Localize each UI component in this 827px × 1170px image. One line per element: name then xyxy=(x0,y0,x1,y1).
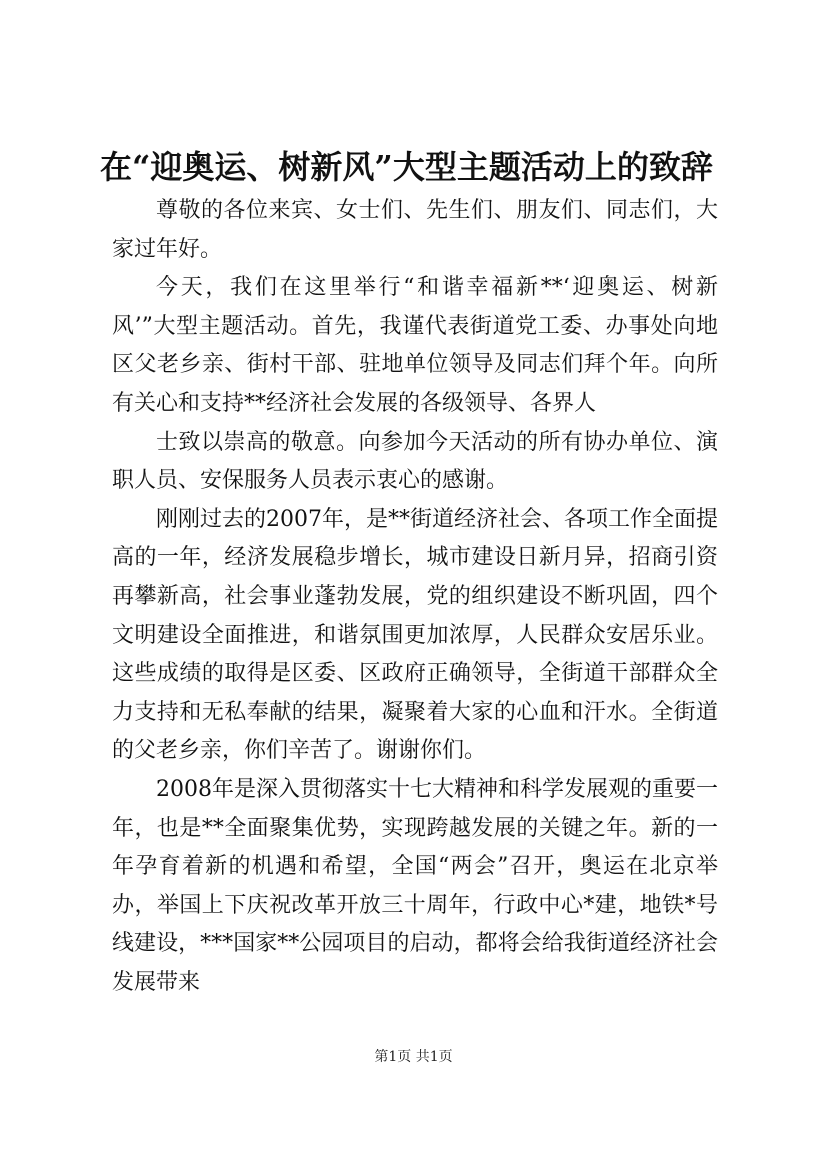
paragraph-thanks: 士致以崇高的敬意。向参加今天活动的所有协办单位、演职人员、安保服务人员表示衷心的感谢。 xyxy=(112,429,718,494)
document-body xyxy=(112,192,718,1002)
paragraph-review-2007: 刚刚过去的2007年，是**街道经济社会、各项工作全面提高的一年，经济发展稳步增长，城市建设日新月异，招商引资再攀新高，社会事业蓬勃发展，党的组织建设不断巩固，四个文明建设全面推进，和谐氛围更加浓厚，人民群众安居乐业。这些成绩的取得是区委、区政府正确领导，全街道干部群众全力支持和无私奉献的结果，凝聚着大家的心血和汗水。全街道的父老乡亲，你们辛苦了。谢谢你们。 xyxy=(112,506,718,764)
page-footer: 第1页 共1页 xyxy=(374,1049,453,1065)
document-title: 在“迎奥运、树新风”大型主题活动上的致辞 xyxy=(100,148,713,186)
paragraph-outlook-2008: 2008年是深入贯彻落实十七大精神和科学发展观的重要一年，也是**全面聚集优势，实现跨越发展的关键之年。新的一年孕育着新的机遇和希望，全国“两会”召开，奥运在北京举办，举国上下庆祝改革开放三十周年，行政中心*建，地铁*号线建设，***国家**公园项目的启动，都将会给我街道经济社会发展带来 xyxy=(112,776,718,995)
paragraph-greeting: 尊敬的各位来宾、女士们、先生们、朋友们、同志们，大家过年好。 xyxy=(112,198,718,262)
paragraph-opening: 今天，我们在这里举行“和谐幸福新**‘迎奥运、树新风’”大型主题活动。首先，我谨代表街道党工委、办事处向地区父老乡亲、街村干部、驻地单位领导及同志们拜个年。向所有关心和支持**经济社会发展的各级领导、各界人 xyxy=(112,275,718,416)
